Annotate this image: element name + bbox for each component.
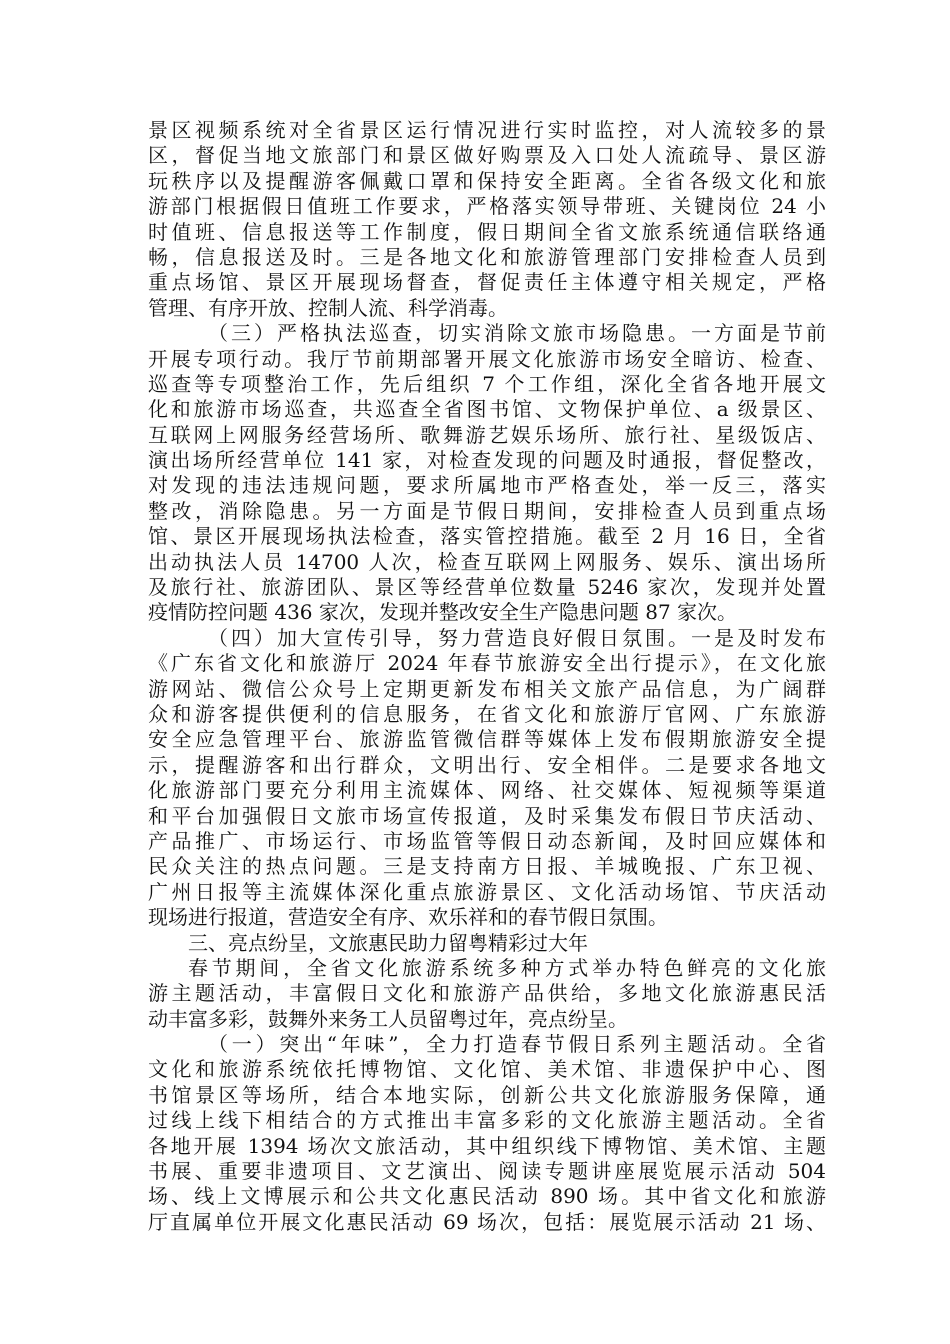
text-line: 演出场所经营单位 141 家，对检查发现的问题及时通报，督促整改， [148,448,826,473]
text-line: 场、线上文博展示和公共文化惠民活动 890 场。其中省文化和旅游 [148,1184,826,1209]
text-line: （四）加大宣传引导，努力营造良好假日氛围。一是及时发布 [208,625,826,650]
text-line: 动丰富多彩，鼓舞外来务工人员留粤过年，亮点纷呈。 [148,1006,628,1031]
text-line: 巡查等专项整治工作，先后组织 7 个工作组，深化全省各地开展文 [148,371,826,396]
text-line: 民众关注的热点问题。三是支持南方日报、羊城晚报、广东卫视、 [148,854,826,879]
text-line: 书展、重要非遗项目、文艺演出、阅读专题讲座展览展示活动 504 [148,1159,826,1184]
text-line: 馆、景区开展现场执法检查，落实管控措施。截至 2 月 16 日，全省 [148,524,826,549]
text-line: 互联网上网服务经营场所、歌舞游艺娱乐场所、旅行社、星级饭店、 [148,422,826,447]
text-line: 文化和旅游系统依托博物馆、文化馆、美术馆、非遗保护中心、图 [148,1057,826,1082]
text-line: 过线上线下相结合的方式推出丰富多彩的文化旅游主题活动。全省 [148,1108,826,1133]
text-line: 景区视频系统对全省景区运行情况进行实时监控，对人流较多的景 [148,118,826,142]
text-line: 整改，消除隐患。另一方面是节假日期间，安排检查人员到重点场 [148,498,826,523]
text-line: 重点场馆、景区开展现场督查，督促责任主体遵守相关规定，严格 [148,270,826,295]
text-line: （三）严格执法巡查，切实消除文旅市场隐患。一方面是节前 [208,321,826,346]
text-line: 产品推广、市场运行、市场监管等假日动态新闻，及时回应媒体和 [148,828,826,853]
text-line: 现场进行报道，营造安全有序、欢乐祥和的春节假日氛围。 [148,905,668,930]
text-line: 游部门根据假日值班工作要求，严格落实领导带班、关键岗位 24 小 [148,194,826,219]
text-line: 对发现的违法违规问题，要求所属地市严格查处，举一反三，落实 [148,473,826,498]
text-line: （一）突出“年味”，全力打造春节假日系列主题活动。全省 [208,1032,826,1057]
text-line: 玩秩序以及提醒游客佩戴口罩和保持安全距离。全省各级文化和旅 [148,168,826,193]
text-line: 《广东省文化和旅游厅 2024 年春节旅游安全出行提示》，在文化旅 [148,651,826,676]
text-line: 畅，信息报送及时。三是各地文化和旅游管理部门安排检查人员到 [148,244,826,269]
text-line: 时值班、信息报送等工作制度，假日期间全省文旅系统通信联络通 [148,219,826,244]
text-line: 各地开展 1394 场次文旅活动，其中组织线下博物馆、美术馆、主题 [148,1133,826,1158]
text-line: 游网站、微信公众号上定期更新发布相关文旅产品信息，为广阔群 [148,676,826,701]
text-line: 游主题活动，丰富假日文化和旅游产品供给，多地文化旅游惠民活 [148,981,826,1006]
text-line: 管理、有序开放、控制人流、科学消毒。 [148,295,508,320]
text-line: 众和游客提供便利的信息服务，在省文化和旅游厅官网、广东旅游 [148,701,826,726]
text-line: 开展专项行动。我厅节前期部署开展文化旅游市场安全暗访、检查、 [148,346,826,371]
text-line: 安全应急管理平台、旅游监管微信群等媒体上发布假期旅游安全提 [148,727,826,752]
text-line: 厅直属单位开展文化惠民活动 69 场次，包括：展览展示活动 21 场、 [148,1209,826,1234]
text-line: 书馆景区等场所，结合本地实际，创新公共文化旅游服务保障，通 [148,1082,826,1107]
text-line: 和平台加强假日文旅市场宣传报道，及时采集发布假日节庆活动、 [148,803,826,828]
text-line: 广州日报等主流媒体深化重点旅游景区、文化活动场馆、节庆活动 [148,879,826,904]
text-line: 春节期间，全省文化旅游系统多种方式举办特色鲜亮的文化旅 [188,955,826,980]
text-line: 示，提醒游客和出行群众，文明出行、安全相伴。二是要求各地文 [148,752,826,777]
text-line: 出动执法人员 14700 人次，检查互联网上网服务、娱乐、演出场所 [148,549,826,574]
text-line: 化和旅游市场巡查，共巡查全省图书馆、文物保护单位、a 级景区、 [148,397,826,422]
text-line: 及旅行社、旅游团队、景区等经营单位数量 5246 家次，发现并处置 [148,575,826,600]
text-line: 区，督促当地文旅部门和景区做好购票及入口处人流疏导、景区游 [148,143,826,168]
text-line: 疫情防控问题 436 家次，发现并整改安全生产隐患问题 87 家次。 [148,600,738,625]
text-line: 化旅游部门要充分利用主流媒体、网络、社交媒体、短视频等渠道 [148,778,826,803]
text-line: 三、亮点纷呈，文旅惠民助力留粤精彩过大年 [188,930,588,955]
document-body [148,118,826,1235]
